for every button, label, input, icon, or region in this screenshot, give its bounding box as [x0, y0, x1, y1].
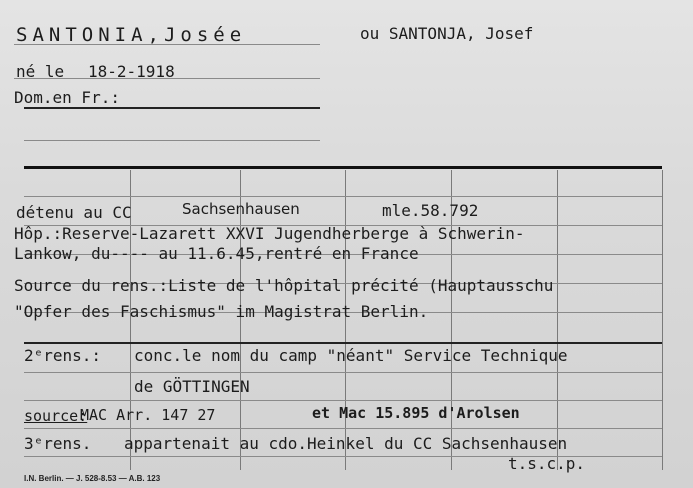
grid-col-6: [662, 170, 663, 470]
domicile-label: Dom.en Fr.:: [14, 88, 120, 107]
grid-row-9: [24, 428, 662, 429]
source2-text: MAC Arr. 147 27: [80, 406, 216, 424]
grid-row-8: [24, 400, 662, 401]
grid-row-7: [24, 372, 662, 373]
source-line-2: "Opfer des Faschismus" im Magistrat Berlin.: [14, 302, 429, 321]
rens3-text: appartenait au cdo.Heinkel du CC Sachsenhausen: [124, 434, 568, 453]
blank-underline: [24, 140, 320, 141]
source2-extra: et Mac 15.895 d'Arolsen: [312, 404, 520, 422]
grid-col-5: [557, 170, 558, 470]
alias-field: ou SANTONJA, Josef: [360, 24, 534, 43]
matricule: mle.58.792: [382, 201, 479, 220]
surname-field: SANTONIA,Josée: [16, 24, 247, 46]
printer-mark: I.N. Berlin. — J. 528-8.53 — A.B. 123: [24, 474, 161, 483]
hospital-line-1: Hôp.:Reserve-Lazarett XXVI Jugendherberge à Schwerin-: [14, 224, 525, 243]
source2-label: source:: [24, 407, 88, 425]
detained-label: détenu au CC: [16, 203, 132, 222]
domicile-underline: [24, 107, 320, 109]
rens2-line-1: conc.le nom du camp "néant" Service Technique: [134, 346, 568, 365]
birth-label: né le: [16, 62, 65, 81]
camp-name: Sachsenhausen: [182, 200, 300, 218]
source-line-1: Source du rens.:Liste de l'hôpital précité (Hauptausschu: [14, 276, 554, 295]
birth-date: 18-2-1918: [88, 62, 175, 81]
section-divider: [24, 166, 662, 169]
rens3-note: t.s.c.p.: [508, 454, 586, 473]
grid-row-6: [24, 342, 662, 344]
grid-row-1: [24, 196, 662, 197]
rens2-label: 2ᵉrens.:: [24, 346, 102, 365]
rens2-line-2: de GÖTTINGEN: [134, 377, 250, 396]
hospital-line-2: Lankow, du---- au 11.6.45,rentré en France: [14, 244, 419, 263]
rens3-label: 3ᵉrens.: [24, 434, 92, 453]
